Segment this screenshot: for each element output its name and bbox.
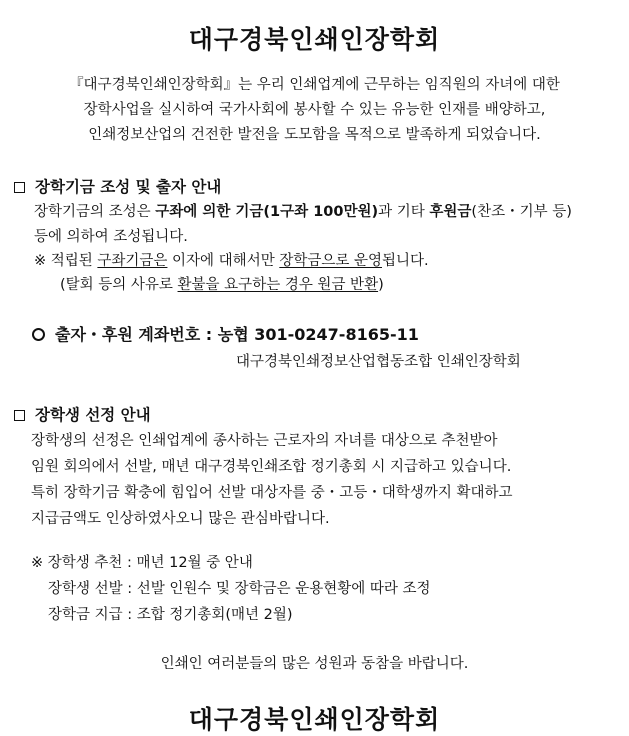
schedule-selection: 장학생 선발 : 선발 인원수 및 장학금은 운용현황에 따라 조정: [48, 581, 431, 597]
fund-line-1: 장학기금의 조성은 구좌에 의한 기금(1구좌 100만원)과 기타 후원금(찬조・기부 등): [34, 204, 572, 220]
selection-line-3: 특히 장학기금 확충에 힘입어 선발 대상자를 중・고등・대학생까지 확대하고: [31, 485, 513, 501]
closing-message: 인쇄인 여러분들의 많은 성원과 동참을 바랍니다.: [160, 656, 469, 672]
circle-bullet-icon: [32, 328, 45, 341]
checkbox-square-icon: [14, 182, 25, 193]
fund-note-1: ※ 적립된 구좌기금은 이자에 대해서만 장학금으로 운영됩니다.: [34, 253, 429, 269]
page-title: 대구경북인쇄인장학회: [188, 25, 441, 54]
schedule-payment: 장학금 지급 : 조합 정기총회(매년 2월): [48, 607, 293, 623]
intro-line-3: 인쇄정보산업의 건전한 발전을 도모함을 목적으로 발족하게 되었습니다.: [88, 127, 541, 143]
selection-line-2: 임원 회의에서 선발, 매년 대구경북인쇄조합 정기총회 시 지급하고 있습니다.: [31, 459, 512, 475]
account-number: 출자・후원 계좌번호 : 농협 301-0247-8165-11: [32, 322, 419, 345]
account-holder: 대구경북인쇄정보산업협동조합 인쇄인장학회: [236, 354, 521, 370]
schedule-recommend: ※ 장학생 추천 : 매년 12월 중 안내: [31, 555, 253, 571]
selection-line-1: 장학생의 선정은 인쇄업계에 종사하는 근로자의 자녀를 대상으로 추천받아: [31, 433, 498, 449]
checkbox-square-icon: [14, 410, 25, 421]
selection-line-4: 지급금액도 인상하였사오니 많은 관심바랍니다.: [31, 511, 330, 527]
footer-title: 대구경북인쇄인장학회: [188, 705, 441, 734]
intro-line-1: 『대구경북인쇄인장학회』는 우리 인쇄업계에 근무하는 임직원의 자녀에 대한: [69, 77, 560, 93]
fund-note-2: (탈회 등의 사유로 환불을 요구하는 경우 원금 반환): [60, 277, 384, 293]
fund-line-2: 등에 의하여 조성됩니다.: [34, 229, 188, 245]
section-selection-heading: 장학생 선정 안내: [14, 403, 151, 425]
intro-line-2: 장학사업을 실시하여 국가사회에 봉사할 수 있는 유능한 인재를 배양하고,: [83, 102, 546, 118]
section-fund-heading: 장학기금 조성 및 출자 안내: [14, 175, 221, 197]
